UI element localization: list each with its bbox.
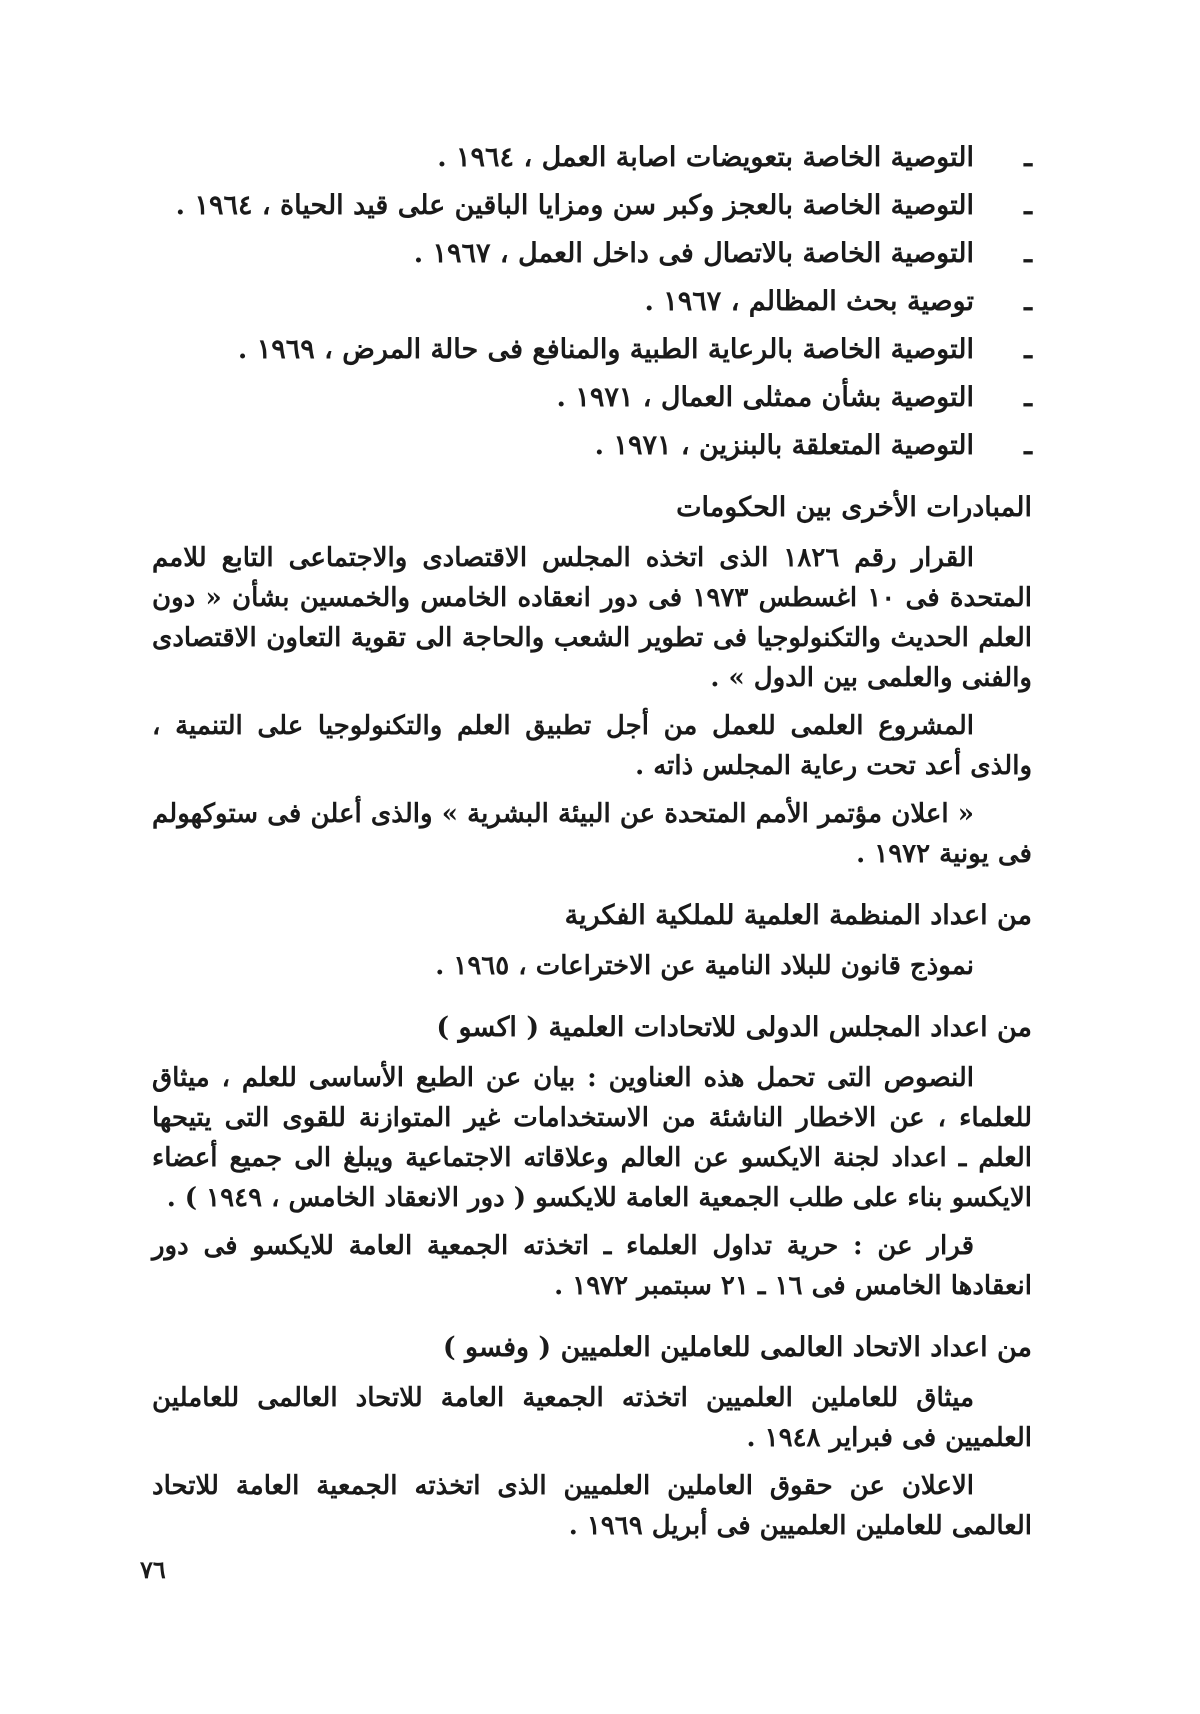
paragraph: المشروع العلمى للعمل من أجل تطبيق العلم والتكنولوجيا على التنمية ، والذى أعد تحت رعاية المجلس ذاته . (152, 711, 1032, 781)
paragraph: ميثاق للعاملين العلميين اتخذته الجمعية العامة للاتحاد العالمى للعاملين العلميين فى فبراير ١٩٤٨ . (152, 1383, 1032, 1453)
paragraph: قرار عن : حرية تداول العلماء ـ اتخذته الجمعية العامة للايكسو فى دور انعقادها الخامس فى ١٦ ـ ٢١ سبتمبر ١٩٧٢ . (152, 1231, 1032, 1301)
page-number: ٧٦ (140, 1555, 166, 1584)
recommendations-list (152, 138, 1032, 466)
section-wipo (152, 896, 1032, 986)
section-intergovernmental (152, 488, 1032, 874)
list-item: ـ التوصية الخاصة بالعجز وكبر سن ومزايا الباقين على قيد الحياة ، ١٩٦٤ . (152, 186, 1032, 226)
list-item: ـ توصية بحث المظالم ، ١٩٦٧ . (152, 282, 1032, 322)
list-item: ـ التوصية الخاصة بالاتصال فى داخل العمل ، ١٩٦٧ . (152, 234, 1032, 274)
paragraph: « اعلان مؤتمر الأمم المتحدة عن البيئة البشرية » والذى أعلن فى ستوكهولم فى يونية ١٩٧٢ . (152, 799, 1032, 869)
section-heading: المبادرات الأخرى بين الحكومات (676, 492, 1032, 523)
section-heading: من اعداد الاتحاد العالمى للعاملين العلميين ( وفسو ) (442, 1332, 1032, 1363)
paragraph: نموذج قانون للبلاد النامية عن الاختراعات ، ١٩٦٥ . (435, 951, 974, 981)
paragraph: النصوص التى تحمل هذه العناوين : بيان عن الطبع الأساسى للعلم ، ميثاق للعلماء ، عن الاخطار الناشئة من الاستخدامات غير المتوازنة للقوى التى يتيحها العلم ـ اعداد لجنة الايكسو عن العالم وعلاقاته الاجتماعية ويبلغ الى جميع أعضاء الايكسو بناء على طلب الجمعية العامة للايكسو ( دور الانعقاد الخامس ، ١٩٤٩ ) . (152, 1063, 1032, 1213)
list-item: ـ التوصية المتعلقة بالبنزين ، ١٩٧١ . (152, 426, 1032, 466)
section-wfsw (152, 1328, 1032, 1546)
text-column (152, 138, 1032, 1554)
list-item: ـ التوصية الخاصة بتعويضات اصابة العمل ، ١٩٦٤ . (152, 138, 1032, 178)
section-heading: من اعداد المنظمة العلمية للملكية الفكرية (564, 900, 1032, 931)
section-heading: من اعداد المجلس الدولى للاتحادات العلمية ( اكسو ) (436, 1012, 1032, 1043)
paragraph: القرار رقم ١٨٢٦ الذى اتخذه المجلس الاقتصادى والاجتماعى التابع للامم المتحدة فى ١٠ اغسطس ١٩٧٣ فى دور انعقاده الخامس والخمسين بشأن « دون العلم الحديث والتكنولوجيا فى تطوير الشعب والحاجة الى تقوية التعاون الاقتصادى والفنى والعلمى بين الدول » . (152, 543, 1032, 693)
section-icsu (152, 1008, 1032, 1306)
list-item: ـ التوصية بشأن ممثلى العمال ، ١٩٧١ . (152, 378, 1032, 418)
list-item: ـ التوصية الخاصة بالرعاية الطبية والمنافع فى حالة المرض ، ١٩٦٩ . (152, 330, 1032, 370)
paragraph: الاعلان عن حقوق العاملين العلميين الذى اتخذته الجمعية العامة للاتحاد العالمى للعاملين العلميين فى أبريل ١٩٦٩ . (152, 1471, 1032, 1541)
